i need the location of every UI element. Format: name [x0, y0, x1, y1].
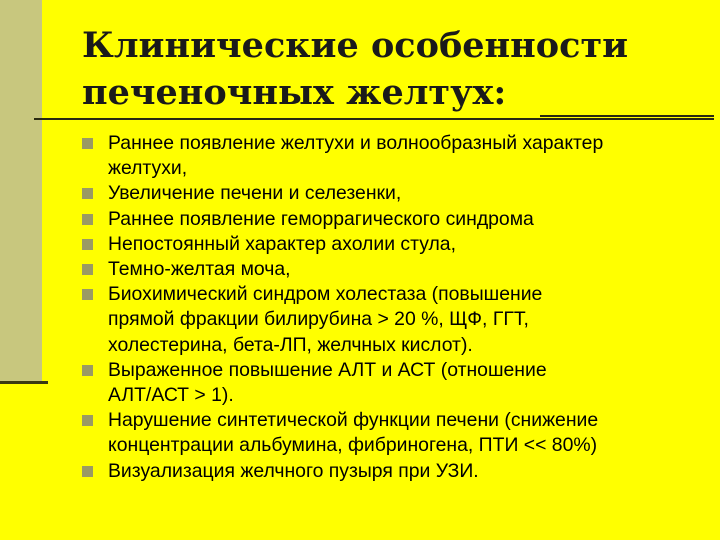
- title-line-2: печеночных желтух:: [82, 72, 507, 113]
- square-bullet-icon: [82, 214, 93, 225]
- bullet-text-line: Биохимический синдром холестаза (повышение: [108, 283, 543, 306]
- bullet-text-line: концентрации альбумина, фибриногена, ПТИ << 80%): [108, 434, 598, 457]
- square-bullet-icon: [82, 415, 93, 426]
- list-item: [82, 459, 702, 484]
- band-underline: [0, 381, 48, 384]
- square-bullet-icon: [82, 239, 93, 250]
- square-bullet-icon: [82, 188, 93, 199]
- title-divider: [34, 118, 714, 120]
- left-decorative-band: [0, 0, 42, 381]
- square-bullet-icon: [82, 365, 93, 376]
- list-item: [82, 257, 702, 282]
- square-bullet-icon: [82, 466, 93, 477]
- bullet-text-line: Темно-желтая моча,: [108, 258, 291, 281]
- square-bullet-icon: [82, 264, 93, 275]
- bullet-text-line: Раннее появление геморрагического синдрома: [108, 207, 534, 230]
- bullet-text-line: Нарушение синтетической функции печени (снижение: [108, 409, 599, 432]
- bullet-text-line: Визуализация желчного пузыря при УЗИ.: [108, 459, 479, 482]
- slide-title: [82, 22, 702, 116]
- list-item: [82, 232, 702, 257]
- list-item: [82, 207, 702, 232]
- bullet-text-line: желтухи,: [108, 157, 188, 180]
- square-bullet-icon: [82, 289, 93, 300]
- square-bullet-icon: [82, 138, 93, 149]
- list-item: [82, 408, 702, 458]
- list-item: [82, 282, 702, 358]
- title-divider-accent: [540, 115, 714, 117]
- list-item: [82, 181, 702, 206]
- bullet-text-line: Раннее появление желтухи и волнообразный характер: [108, 132, 604, 154]
- bullet-text-line: АЛТ/АСТ > 1).: [108, 384, 234, 407]
- list-item: [82, 358, 702, 408]
- bullet-text-line: Непостоянный характер ахолии стула,: [108, 232, 456, 255]
- bullet-text-line: Выраженное повышение АЛТ и АСТ (отношение: [108, 358, 547, 381]
- bullet-text-line: прямой фракции билирубина > 20 %, ЩФ, ГГТ,: [108, 308, 529, 331]
- bullet-list: [82, 131, 702, 484]
- list-item: [82, 131, 702, 181]
- bullet-text-line: холестерина, бета-ЛП, желчных кислот).: [108, 333, 473, 356]
- bullet-text-line: Увеличение печени и селезенки,: [108, 182, 402, 205]
- title-line-1: Клинические особенности: [82, 25, 629, 66]
